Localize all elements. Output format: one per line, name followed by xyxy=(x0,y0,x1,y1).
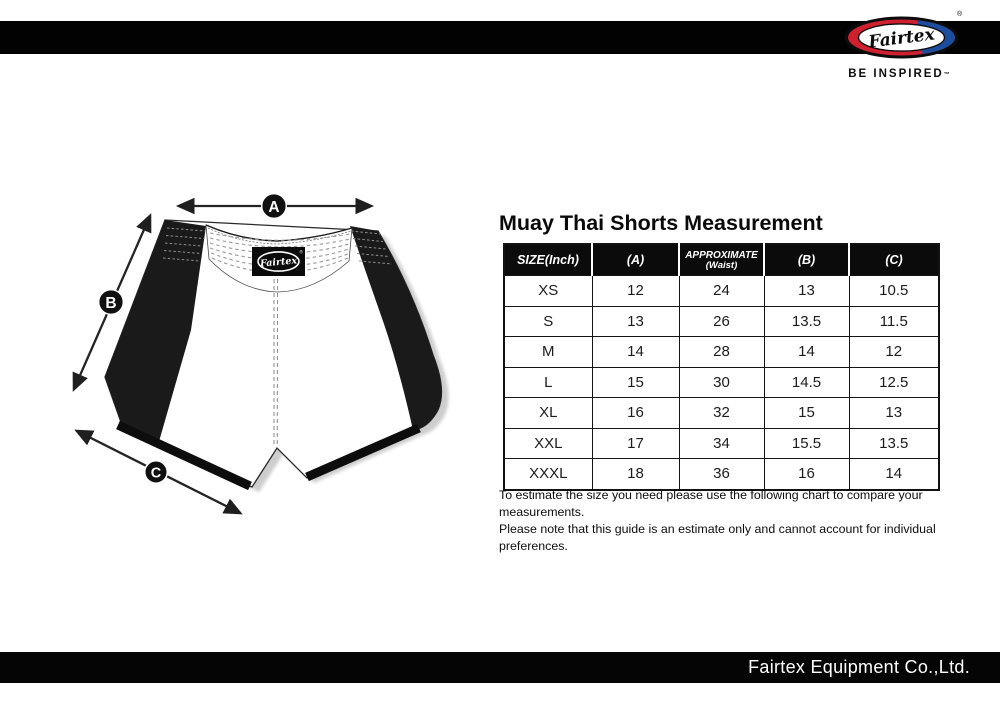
col-header-waist-line1: APPROXIMATE xyxy=(685,249,758,261)
value-cell: 16 xyxy=(592,398,679,429)
footer-bar xyxy=(0,652,1000,683)
footer-company: Fairtex Equipment Co.,Ltd. xyxy=(748,657,970,677)
value-cell: 24 xyxy=(679,276,764,307)
brand-logo-text: Fairtex xyxy=(867,24,936,53)
value-cell: 14 xyxy=(849,459,939,490)
shorts-diagram xyxy=(55,180,475,530)
value-cell: 10.5 xyxy=(849,276,939,307)
table-row xyxy=(504,306,939,337)
value-cell: 15 xyxy=(764,398,849,429)
sizing-note-line1: To estimate the size you need please use the following chart to compare your measurements. xyxy=(499,488,923,519)
sizing-note-line2: Please note that this guide is an estimate only and cannot account for individual preferences. xyxy=(499,522,936,553)
value-cell: 12.5 xyxy=(849,367,939,398)
size-cell: XS xyxy=(504,276,592,307)
value-cell: 34 xyxy=(679,428,764,459)
value-cell: 17 xyxy=(592,428,679,459)
value-cell: 28 xyxy=(679,337,764,368)
size-cell: XL xyxy=(504,398,592,429)
col-header-size: SIZE(Inch) xyxy=(504,244,592,276)
table-row xyxy=(504,428,939,459)
value-cell: 16 xyxy=(764,459,849,490)
value-cell: 11.5 xyxy=(849,306,939,337)
value-cell: 13 xyxy=(849,398,939,429)
registered-mark: ® xyxy=(957,11,963,18)
table-row xyxy=(504,337,939,368)
marker-c xyxy=(145,461,168,484)
table-row xyxy=(504,398,939,429)
value-cell: 32 xyxy=(679,398,764,429)
value-cell: 30 xyxy=(679,367,764,398)
table-row xyxy=(504,276,939,307)
brand-tagline xyxy=(835,68,963,80)
value-cell: 13 xyxy=(764,276,849,307)
size-cell: XXL xyxy=(504,428,592,459)
marker-a-letter: A xyxy=(268,198,280,216)
value-cell: 15.5 xyxy=(764,428,849,459)
size-cell: L xyxy=(504,367,592,398)
value-cell: 36 xyxy=(679,459,764,490)
waistband-label-text: Fairtex xyxy=(259,255,298,270)
tagline-text: BE INSPIRED xyxy=(848,68,944,80)
value-cell: 14.5 xyxy=(764,367,849,398)
size-table xyxy=(503,243,940,491)
col-header-waist xyxy=(679,244,764,276)
value-cell: 12 xyxy=(849,337,939,368)
size-cell: S xyxy=(504,306,592,337)
col-header-b: (B) xyxy=(764,244,849,276)
marker-c-letter: C xyxy=(150,465,162,482)
value-cell: 13.5 xyxy=(764,306,849,337)
marker-a xyxy=(262,194,287,219)
value-cell: 13 xyxy=(592,306,679,337)
value-cell: 26 xyxy=(679,306,764,337)
marker-b xyxy=(99,290,124,315)
size-cell: XXXL xyxy=(504,459,592,490)
brand-logo xyxy=(835,5,965,90)
table-title: Muay Thai Shorts Measurement xyxy=(499,211,823,235)
col-header-a: (A) xyxy=(592,244,679,276)
waistband-brand-label xyxy=(252,247,305,276)
size-cell: M xyxy=(504,337,592,368)
col-header-c: (C) xyxy=(849,244,939,276)
value-cell: 14 xyxy=(764,337,849,368)
sizing-note xyxy=(499,487,951,555)
value-cell: 13.5 xyxy=(849,428,939,459)
waistband-label-registered: ® xyxy=(299,249,303,255)
table-row xyxy=(504,367,939,398)
col-header-waist-line2: (Waist) xyxy=(705,259,738,271)
value-cell: 18 xyxy=(592,459,679,490)
value-cell: 12 xyxy=(592,276,679,307)
value-cell: 15 xyxy=(592,367,679,398)
value-cell: 14 xyxy=(592,337,679,368)
header-row xyxy=(504,244,939,276)
tagline-tm: ™ xyxy=(943,72,950,78)
table-row xyxy=(504,459,939,490)
marker-b-letter: B xyxy=(105,294,117,312)
